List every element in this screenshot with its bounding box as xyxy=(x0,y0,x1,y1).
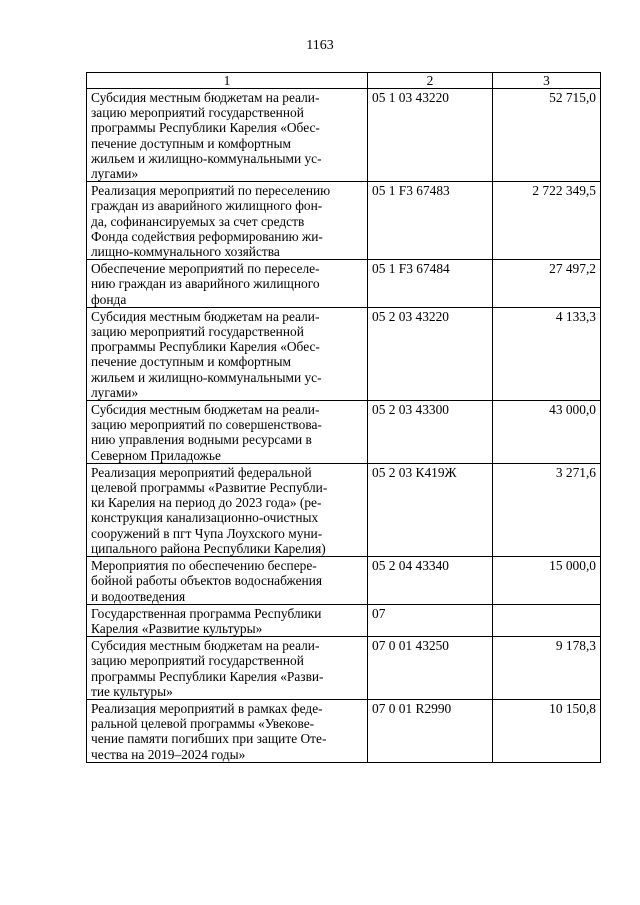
row-name-line: Фонда содействия реформированию жи- xyxy=(91,228,323,244)
row-name-line: зацию мероприятий по совершенствова- xyxy=(91,417,322,433)
row-name-cell xyxy=(87,699,368,762)
row-name-line: да, софинансируемых за счет средств xyxy=(91,213,305,229)
table-header xyxy=(87,73,601,89)
row-amount-cell xyxy=(493,604,601,636)
row-name-line: конструкция канализационно-очистных xyxy=(91,510,319,526)
row-name-line: целевой программы «Развитие Республи- xyxy=(91,480,328,496)
row-name-line: ральной целевой программы «Увекове- xyxy=(91,716,315,732)
row-name-line: чение памяти погибших при защите Оте- xyxy=(91,731,327,747)
row-name-line: жильем и жилищно-коммунальными ус- xyxy=(91,369,322,385)
table-row xyxy=(87,604,601,636)
row-name-line: тие культуры» xyxy=(91,683,173,699)
row-name-line: Северном Приладожье xyxy=(91,447,221,463)
row-code-cell: 05 1 F3 67483 xyxy=(368,182,493,260)
row-name-cell xyxy=(87,182,368,260)
page-number: 1163 xyxy=(306,38,334,53)
row-amount-cell: 15 000,0 xyxy=(493,557,601,605)
row-name-cell xyxy=(87,463,368,556)
row-code-cell: 05 2 04 43340 xyxy=(368,557,493,605)
row-name-line: ципального района Республики Карелия) xyxy=(91,540,326,556)
row-code-cell: 05 1 03 43220 xyxy=(368,89,493,182)
row-amount-cell: 9 178,3 xyxy=(493,637,601,700)
row-name-cell xyxy=(87,637,368,700)
row-name-line: Субсидия местным бюджетам на реали- xyxy=(91,638,320,654)
row-name-line: лугами» xyxy=(91,166,139,182)
row-name-line: нию граждан из аварийного жилищного xyxy=(91,276,320,292)
row-amount-cell: 27 497,2 xyxy=(493,260,601,308)
row-name-line: зацию мероприятий государственной xyxy=(91,105,304,121)
column-header-3: 3 xyxy=(493,73,601,89)
table-row xyxy=(87,557,601,605)
header-row xyxy=(87,73,601,89)
column-header-2: 2 xyxy=(368,73,493,89)
row-name-line: нию управления водными ресурсами в xyxy=(91,432,312,448)
row-amount-cell: 3 271,6 xyxy=(493,463,601,556)
row-code-cell: 07 xyxy=(368,604,493,636)
row-name-line: и водоотведения xyxy=(91,588,186,604)
row-name-line: лугами» xyxy=(91,384,139,400)
row-name-cell xyxy=(87,401,368,464)
row-code-cell: 05 2 03 43300 xyxy=(368,401,493,464)
table-row xyxy=(87,260,601,308)
row-name-line: жильем и жилищно-коммунальными ус- xyxy=(91,150,322,166)
row-name-line: зацию мероприятий государственной xyxy=(91,324,304,340)
row-name-line: Реализация мероприятий федеральной xyxy=(91,464,312,480)
row-name-cell xyxy=(87,307,368,400)
row-name-line: лищно-коммунального хозяйства xyxy=(91,244,280,260)
row-name-line: печение доступным и комфортным xyxy=(91,354,292,370)
row-name-cell xyxy=(87,260,368,308)
row-name-line: печение доступным и комфортным xyxy=(91,135,292,151)
row-name-cell xyxy=(87,557,368,605)
row-amount-cell: 2 722 349,5 xyxy=(493,182,601,260)
row-name-line: граждан из аварийного жилищного фон- xyxy=(91,198,323,214)
row-name-line: чества на 2019–2024 годы» xyxy=(91,746,246,762)
row-code-cell: 07 0 01 R2990 xyxy=(368,699,493,762)
row-name-line: Карелия «Развитие культуры» xyxy=(91,620,263,636)
row-name-line: Субсидия местным бюджетам на реали- xyxy=(91,402,320,418)
row-name-line: зацию мероприятий государственной xyxy=(91,653,304,669)
row-name-line: Мероприятия по обеспечению беспере- xyxy=(91,558,317,574)
row-amount-cell: 4 133,3 xyxy=(493,307,601,400)
row-name-line: программы Республики Карелия «Разви- xyxy=(91,668,324,684)
table-row xyxy=(87,182,601,260)
row-name-line: Реализация мероприятий в рамках феде- xyxy=(91,700,323,716)
row-code-cell: 05 2 03 43220 xyxy=(368,307,493,400)
table-row xyxy=(87,307,601,400)
row-name-line: фонда xyxy=(91,291,127,307)
row-amount-cell: 52 715,0 xyxy=(493,89,601,182)
table-body xyxy=(87,89,601,763)
row-name-line: Субсидия местным бюджетам на реали- xyxy=(91,90,320,105)
table-row xyxy=(87,637,601,700)
row-code-cell: 05 1 F3 67484 xyxy=(368,260,493,308)
row-name-line: ки Карелия на период до 2023 года» (ре- xyxy=(91,495,322,511)
row-code-cell: 07 0 01 43250 xyxy=(368,637,493,700)
column-header-1: 1 xyxy=(87,73,368,89)
row-name-cell xyxy=(87,604,368,636)
row-amount-cell: 43 000,0 xyxy=(493,401,601,464)
row-name-line: Субсидия местным бюджетам на реали- xyxy=(91,308,320,324)
row-name-line: бойной работы объектов водоснабжения xyxy=(91,573,323,589)
table-row xyxy=(87,401,601,464)
row-name-line: сооружений в пгт Чупа Лоухского муни- xyxy=(91,525,323,541)
row-name-line: программы Республики Карелия «Обес- xyxy=(91,120,320,136)
row-name-line: Реализация мероприятий по переселению xyxy=(91,183,331,199)
row-code-cell: 05 2 03 К419Ж xyxy=(368,463,493,556)
budget-table xyxy=(86,72,601,763)
row-name-line: Государственная программа Республики xyxy=(91,605,322,621)
row-name-cell xyxy=(87,89,368,182)
row-amount-cell: 10 150,8 xyxy=(493,699,601,762)
row-name-line: Обеспечение мероприятий по переселе- xyxy=(91,261,320,277)
table-row xyxy=(87,89,601,182)
table-row xyxy=(87,699,601,762)
table-row xyxy=(87,463,601,556)
row-name-line: программы Республики Карелия «Обес- xyxy=(91,339,320,355)
